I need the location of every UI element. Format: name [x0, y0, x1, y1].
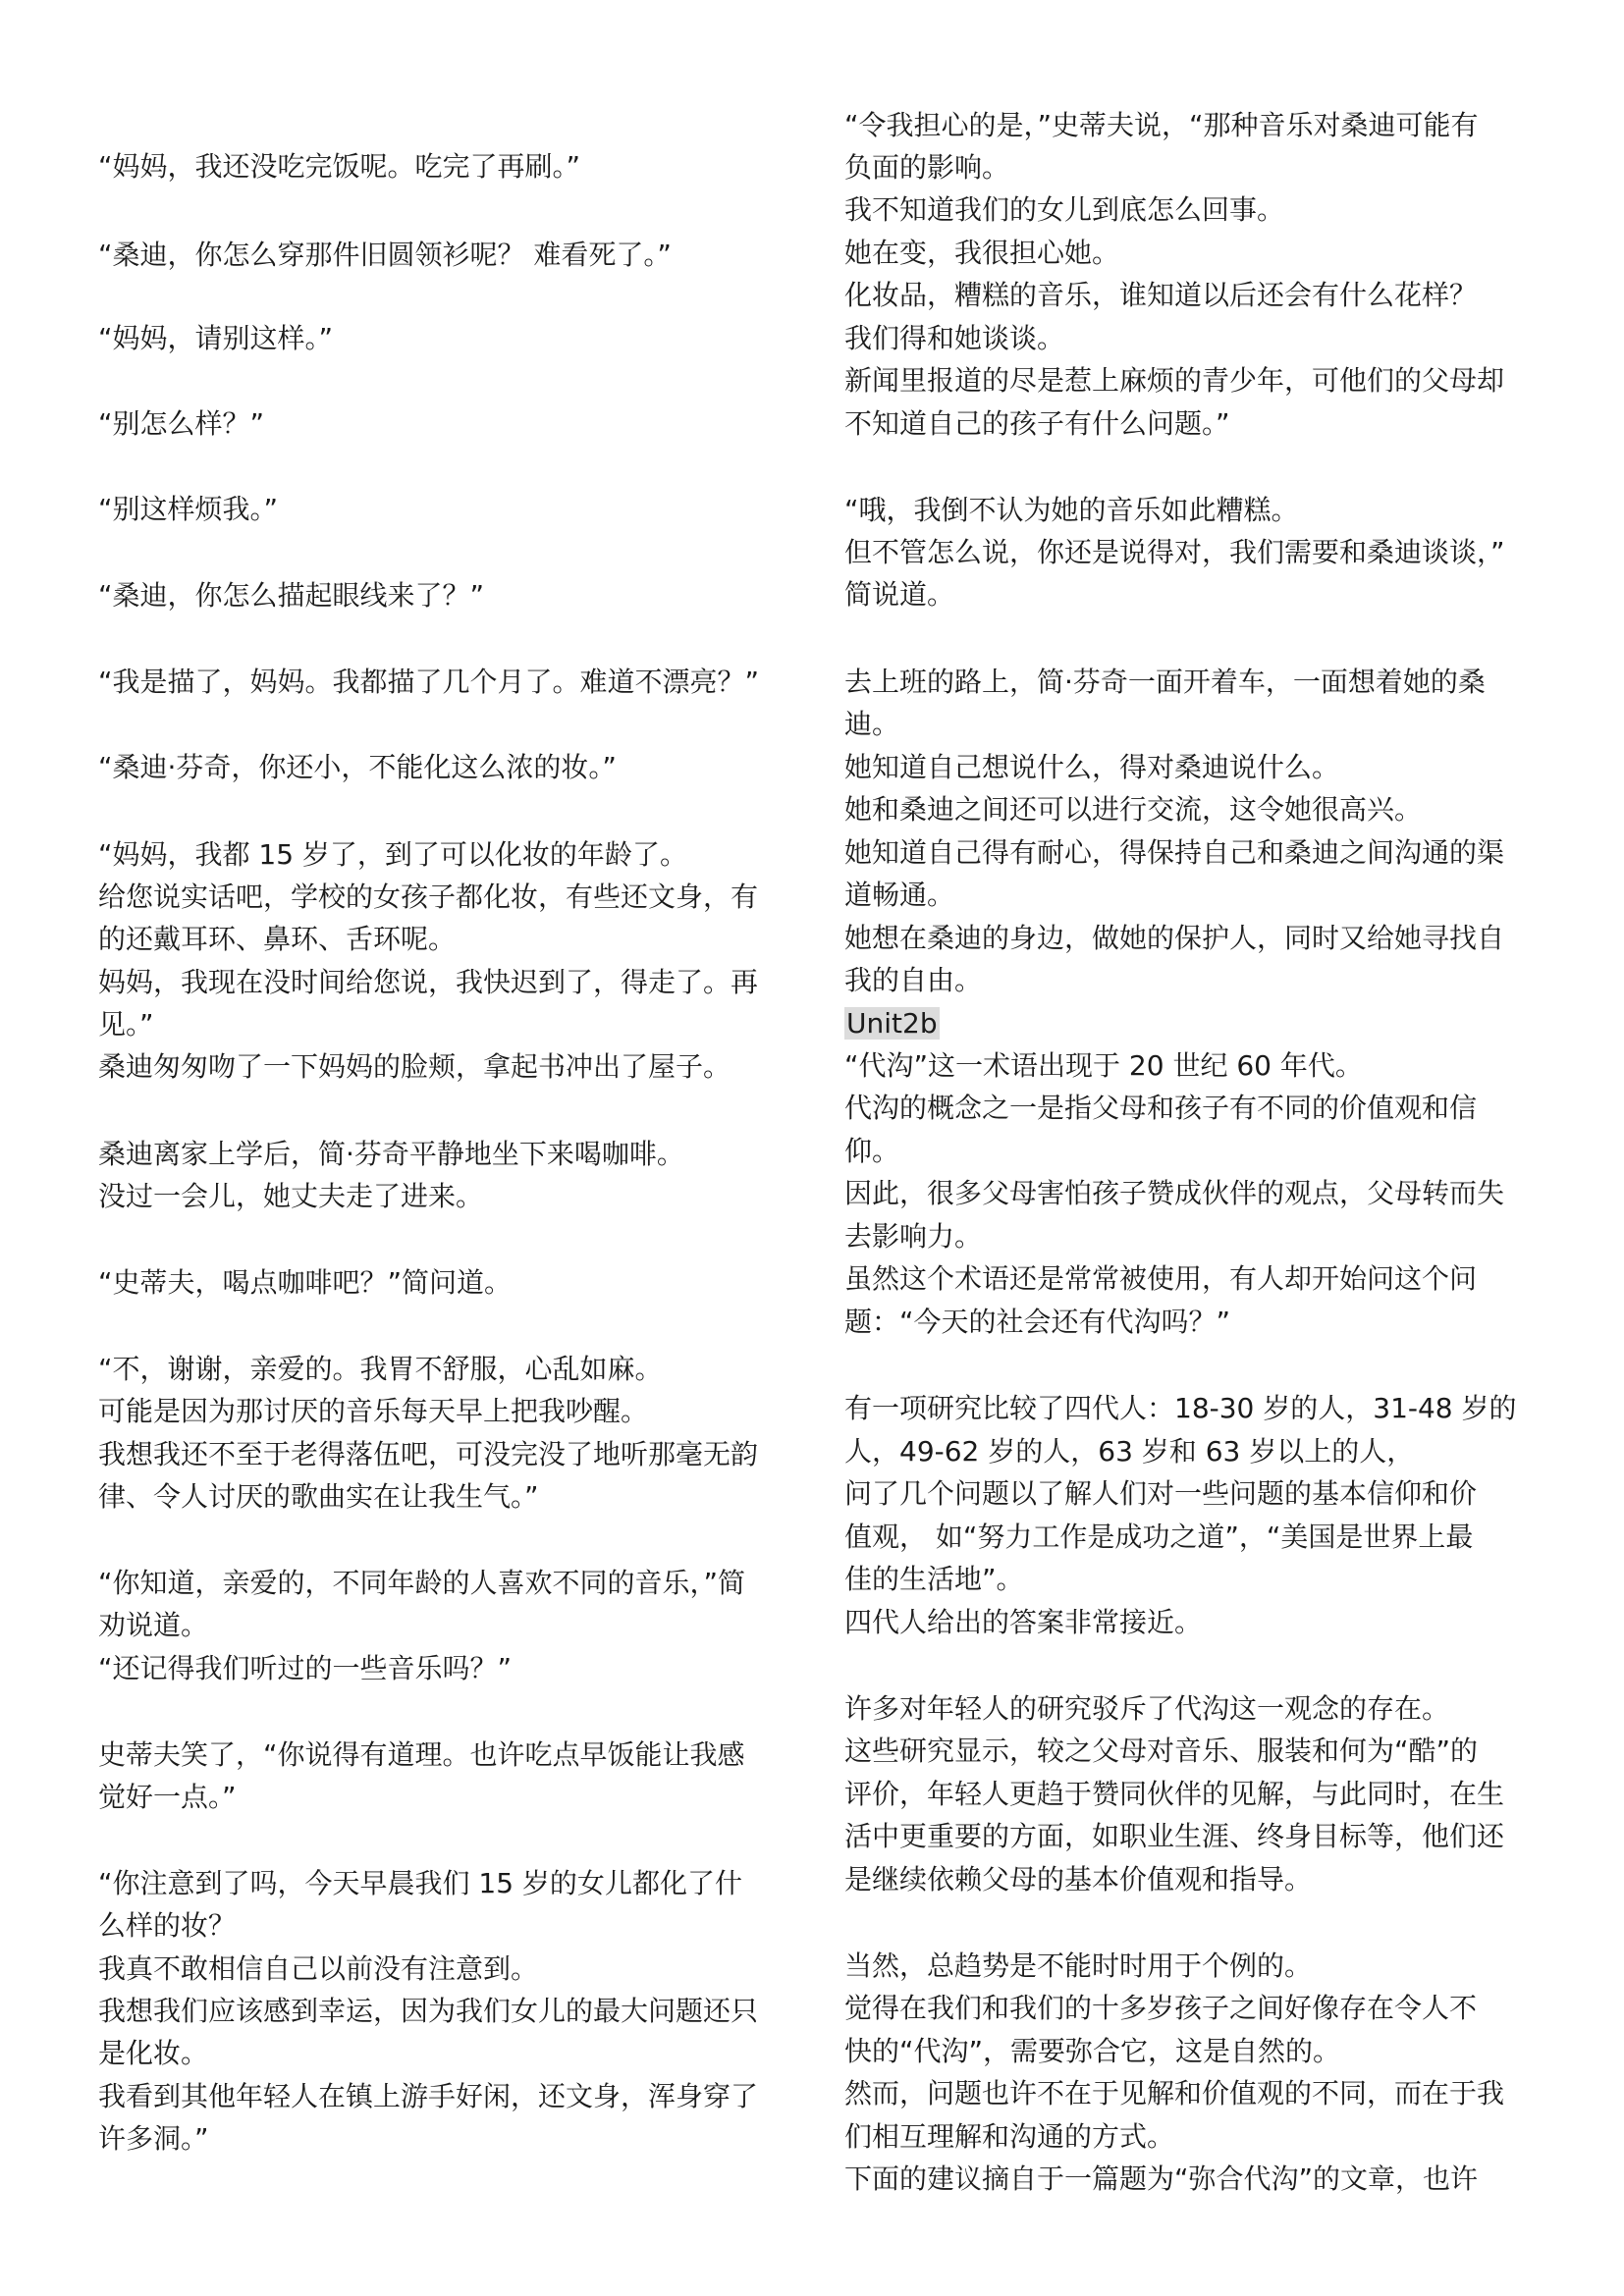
text-line: 去上班的路上，简·芬奇一面开着车，一面想着她的桑	[844, 666, 1486, 698]
text-line: 这些研究显示，较之父母对音乐、服装和何为“酷”的	[844, 1735, 1479, 1767]
text-line: 虽然这个术语还是常常被使用，有人却开始问这个问	[844, 1262, 1478, 1295]
text-line: 史蒂夫笑了，“你说得有道理。也许吃点早饭能让我感	[98, 1738, 745, 1771]
text-line: 评价，年轻人更趋于赞同伙伴的见解，与此同时，在生	[844, 1778, 1505, 1810]
text-line: 代沟的概念之一是指父母和孩子有不同的价值观和信	[844, 1092, 1478, 1124]
text-line: 我想我还不至于老得落伍吧，可没完没了地听那毫无韵	[98, 1438, 759, 1470]
text-line: “妈妈，请别这样。”	[98, 322, 334, 354]
text-line: 觉得在我们和我们的十多岁孩子之间好像存在令人不	[844, 1992, 1478, 2024]
text-line: 么样的妆？	[98, 1909, 237, 1942]
text-line: “妈妈，我还没吃完饭呢。吃完了再刷。”	[98, 150, 581, 183]
text-line: 觉好一点。”	[98, 1781, 237, 1813]
text-line: 妈妈，我现在没时间给您说，我快迟到了，得走了。再	[98, 966, 759, 998]
text-line: 律、令人讨厌的歌曲实在让我生气。”	[98, 1480, 539, 1513]
text-line: 她知道自己得有耐心，得保持自己和桑迪之间沟通的渠	[844, 836, 1505, 869]
text-line: 的还戴耳环、鼻环、舌环呢。	[98, 923, 457, 955]
section-heading: Unit2b	[846, 1007, 938, 1040]
text-line: 没过一会儿，她丈夫走了进来。	[98, 1180, 484, 1212]
text-line: 她和桑迪之间还可以进行交流，这令她很高兴。	[844, 793, 1423, 826]
text-line: 人，49-62 岁的人，63 岁和 63 岁以上的人，	[844, 1435, 1415, 1468]
text-line: 我的自由。	[844, 964, 983, 996]
text-line: 她知道自己想说什么，得对桑迪说什么。	[844, 751, 1340, 783]
text-line: 值观， 如“努力工作是成功之道”，“美国是世界上最	[844, 1521, 1474, 1553]
text-line: “哦，我倒不认为她的音乐如此糟糕。	[844, 494, 1299, 526]
text-line: 给您说实话吧，学校的女孩子都化妆，有些还文身，有	[98, 881, 759, 913]
text-line: 们相互理解和沟通的方式。	[844, 2120, 1175, 2153]
text-line: 去影响力。	[844, 1220, 983, 1253]
text-line: 我看到其他年轻人在镇上游手好闲，还文身，浑身穿了	[98, 2080, 759, 2112]
text-line: 简说道。	[844, 578, 955, 611]
text-line: 道畅通。	[844, 879, 955, 911]
text-line: 她想在桑迪的身边，做她的保护人，同时又给她寻找自	[844, 922, 1505, 954]
text-line: “代沟”这一术语出现于 20 世纪 60 年代。	[844, 1049, 1363, 1082]
text-line: 不知道自己的孩子有什么问题。”	[844, 407, 1230, 440]
text-line: 化妆品，糟糕的音乐，谁知道以后还会有什么花样？	[844, 279, 1478, 311]
text-line: “别怎么样？”	[98, 407, 265, 440]
text-line: “你注意到了吗，今天早晨我们 15 岁的女儿都化了什	[98, 1867, 742, 1899]
text-line: 下面的建议摘自于一篇题为“弥合代沟”的文章，也许	[844, 2163, 1479, 2195]
text-line: “桑迪，你怎么描起眼线来了？”	[98, 579, 485, 612]
text-line: 活中更重要的方面，如职业生涯、终身目标等，他们还	[844, 1820, 1505, 1852]
text-line: “你知道，亲爱的，不同年龄的人喜欢不同的音乐，”简	[98, 1567, 746, 1599]
text-line: 我想我们应该感到幸运，因为我们女儿的最大问题还只	[98, 1995, 759, 2027]
text-line: 我不知道我们的女儿到底怎么回事。	[844, 193, 1285, 226]
text-line: 我们得和她谈谈。	[844, 322, 1065, 354]
text-line: 仰。	[844, 1135, 900, 1167]
text-line: 见。”	[98, 1008, 154, 1041]
text-line: 有一项研究比较了四代人：18-30 岁的人，31-48 岁的	[844, 1392, 1517, 1424]
text-line: “不，谢谢，亲爱的。我胃不舒服，心乱如麻。	[98, 1353, 663, 1385]
text-line: “别这样烦我。”	[98, 493, 279, 525]
text-line: 我真不敢相信自己以前没有注意到。	[98, 1952, 539, 1985]
text-line: 是化妆。	[98, 2037, 209, 2069]
text-line: 问了几个问题以了解人们对一些问题的基本信仰和价	[844, 1477, 1478, 1510]
text-line: “桑迪·芬奇，你还小，不能化这么浓的妆。”	[98, 751, 617, 783]
text-line: 桑迪离家上学后，简·芬奇平静地坐下来喝咖啡。	[98, 1138, 684, 1170]
text-line: 当然，总趋势是不能时时用于个例的。	[844, 1949, 1313, 1982]
text-line: “史蒂夫，喝点咖啡吧？”简问道。	[98, 1266, 513, 1299]
text-line: 因此，很多父母害怕孩子赞成伙伴的观点，父母转而失	[844, 1177, 1505, 1209]
text-line: 快的“代沟”，需要弥合它，这是自然的。	[844, 2035, 1341, 2067]
text-line: 可能是因为那讨厌的音乐每天早上把我吵醒。	[98, 1395, 649, 1427]
text-line: 佳的生活地”。	[844, 1563, 1024, 1595]
text-line: “还记得我们听过的一些音乐吗？”	[98, 1652, 513, 1684]
text-line: 劝说道。	[98, 1609, 209, 1641]
text-line: 题：“今天的社会还有代沟吗？”	[844, 1306, 1231, 1338]
text-line: 许多洞。”	[98, 2122, 209, 2155]
text-line: 然而，问题也许不在于见解和价值观的不同，而在于我	[844, 2077, 1505, 2109]
text-line: 许多对年轻人的研究驳斥了代沟这一观念的存在。	[844, 1692, 1450, 1725]
text-line: 新闻里报道的尽是惹上麻烦的青少年，可他们的父母却	[844, 364, 1505, 397]
text-line: “桑迪，你怎么穿那件旧圆领衫呢？ 难看死了。”	[98, 239, 672, 271]
text-line: 但不管怎么说，你还是说得对，我们需要和桑迪谈谈，”	[844, 536, 1505, 568]
text-line: 四代人给出的答案非常接近。	[844, 1606, 1203, 1638]
text-line: “令我担心的是，”史蒂夫说，“那种音乐对桑迪可能有	[844, 109, 1479, 141]
text-line: 负面的影响。	[844, 151, 1010, 184]
text-line: 是继续依赖父母的基本价值观和指导。	[844, 1863, 1313, 1896]
text-line: 桑迪匆匆吻了一下妈妈的脸颊，拿起书冲出了屋子。	[98, 1050, 731, 1083]
text-line: “妈妈，我都 15 岁了，到了可以化妆的年龄了。	[98, 838, 687, 871]
text-line: 迪。	[844, 708, 900, 740]
text-line: 她在变，我很担心她。	[844, 237, 1120, 269]
text-line: “我是描了，妈妈。我都描了几个月了。难道不漂亮？”	[98, 666, 760, 698]
